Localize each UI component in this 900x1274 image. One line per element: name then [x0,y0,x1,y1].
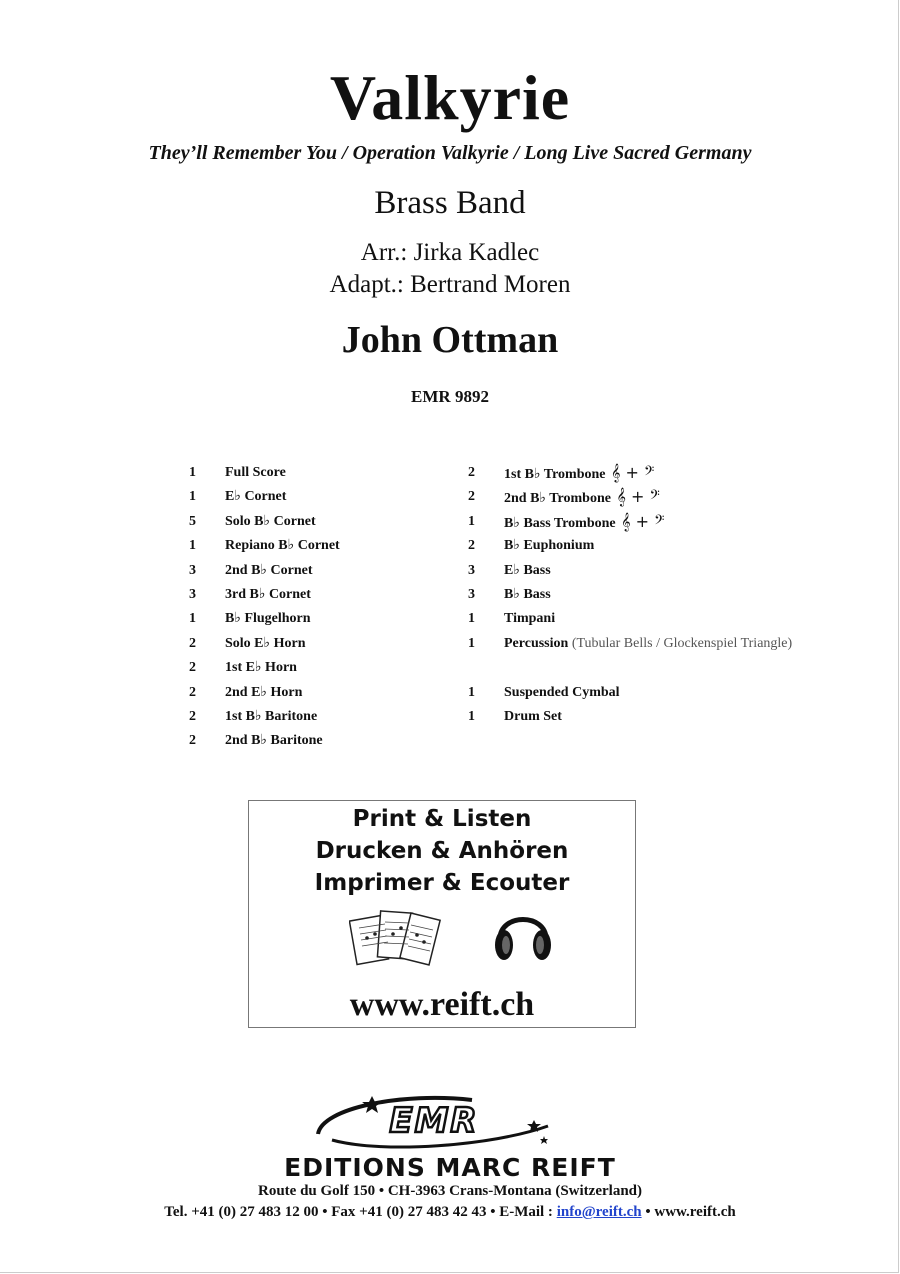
part-name: Timpani [504,611,556,627]
part-name: 2nd B♭ Trombone [504,491,611,507]
part-name-block [504,607,555,631]
part-name-block [504,559,551,583]
part-name: E♭ Cornet [225,489,287,505]
part-name: B♭ Flugelhorn [225,611,311,627]
part-name-block [225,461,286,485]
part-name-block [504,510,664,536]
part-quantity: 1 [189,465,196,480]
part-name: Drum Set [504,708,562,724]
part-quantity: 1 [189,611,196,627]
print-listen-line-fr: Imprimer & Ecouter [314,870,570,896]
part-quantity: 2 [189,708,196,724]
part-name-block [225,729,323,753]
clef-icons: 𝄞 + 𝄢 [621,511,665,531]
part-quantity: 2 [189,684,196,700]
part-name: B♭ Bass Trombone [504,515,616,531]
publisher-name: EDITIONS MARC REIFT [284,1153,616,1182]
part-name-block [225,559,313,583]
part-row [189,461,439,485]
part-name-block [225,583,311,607]
part-quantity: 2 [468,538,475,554]
part-name-block [225,510,316,534]
part-name-block [504,705,562,729]
part-detail: (Tubular Bells / Glockenspiel Triangle) [571,635,793,651]
part-name: Solo B♭ Cornet [225,513,316,529]
part-row [468,705,818,729]
part-name-block [225,632,306,656]
part-name-block [225,485,286,509]
part-row [189,632,439,656]
part-quantity: 2 [468,489,475,505]
catalog-number: EMR 9892 [411,387,489,406]
publisher-contact [0,1202,900,1222]
part-name: Full Score [225,465,286,480]
part-row [189,729,439,753]
part-row [468,681,818,705]
part-quantity: 2 [468,465,475,480]
part-row [468,607,818,631]
contact-website: • www.reift.ch [641,1204,736,1220]
part-row [189,681,439,705]
part-name: Percussion [504,635,569,651]
arranger-credit: Arr.: Jirka Kadlec [360,239,540,266]
part-name: 2nd E♭ Horn [225,684,303,700]
logo-text: EMR [389,1101,479,1141]
part-quantity: 3 [468,586,475,602]
part-name-block [504,681,620,705]
part-row [189,705,439,729]
part-name-block [504,534,594,558]
print-listen-box[interactable] [248,800,636,1028]
part-name: 1st B♭ Trombone [504,467,606,482]
part-quantity: 5 [189,513,196,529]
page-title: Valkyrie [329,62,571,133]
part-quantity: 2 [189,635,196,651]
publisher-address: Route du Golf 150 • CH-3963 Crans-Montana (Switzerland) [258,1183,642,1199]
ensemble-label: Brass Band [374,185,526,221]
part-name-block [504,583,551,607]
part-name: Repiano B♭ Cornet [225,538,340,554]
part-row [468,485,818,509]
part-name: Solo E♭ Horn [225,635,306,651]
part-row [468,461,818,485]
part-name: E♭ Bass [504,562,551,578]
part-name-block [225,607,311,631]
part-name-block [504,485,660,511]
part-name-block [504,461,654,487]
part-quantity: 1 [468,635,475,651]
part-name: 1st E♭ Horn [225,660,297,676]
part-quantity: 1 [189,538,196,554]
part-name-block [225,705,317,729]
part-name: 2nd B♭ Cornet [225,562,313,578]
subtitle: They’ll Remember You / Operation Valkyrie / Long Live Sacred Germany [148,142,752,164]
part-row [189,559,439,583]
print-listen-line-de: Drucken & Anhören [315,838,569,864]
part-quantity: 2 [189,733,196,749]
part-row [189,656,439,680]
part-quantity: 1 [468,684,475,700]
part-quantity: 2 [189,660,196,676]
part-row [468,583,818,607]
part-row [189,583,439,607]
contact-phone-fax: Tel. +41 (0) 27 483 12 00 • Fax +41 (0) 27 483 42 43 • E-Mail : [164,1204,557,1220]
print-listen-line-en: Print & Listen [352,806,532,832]
emr-logo [312,1090,556,1152]
parts-list-left [189,461,439,754]
parts-list-right [468,461,818,729]
part-quantity: 1 [468,708,475,724]
adapter-credit: Adapt.: Bertrand Moren [329,271,571,298]
part-quantity: 3 [189,586,196,602]
part-quantity: 1 [468,611,475,627]
part-name-block [225,656,297,680]
headphones-icon [492,901,554,967]
part-row [189,485,439,509]
part-row [189,607,439,631]
website-url[interactable]: www.reift.ch [349,986,535,1023]
part-name: Suspended Cymbal [504,684,620,700]
part-name: B♭ Bass [504,586,551,602]
composer-name: John Ottman [341,319,559,361]
part-name: 3rd B♭ Cornet [225,586,311,602]
part-name-block [504,632,814,656]
part-quantity: 3 [189,562,196,578]
part-row [189,510,439,534]
clef-icons: 𝄞 + 𝄢 [616,487,660,507]
part-row [468,510,818,534]
part-name-block [225,681,302,705]
email-link[interactable]: info@reift.ch [556,1204,642,1220]
part-row [468,632,818,681]
part-quantity: 1 [468,513,475,529]
part-quantity: 3 [468,562,475,578]
part-row [189,534,439,558]
part-name: 2nd B♭ Baritone [225,733,323,749]
sheet-music-icon [349,904,441,970]
part-row [468,534,818,558]
part-row [468,559,818,583]
part-name-block [225,534,340,558]
part-name: 1st B♭ Baritone [225,708,318,724]
part-quantity: 1 [189,489,196,505]
clef-icons: 𝄞 + 𝄢 [611,463,655,482]
part-name: B♭ Euphonium [504,538,595,554]
